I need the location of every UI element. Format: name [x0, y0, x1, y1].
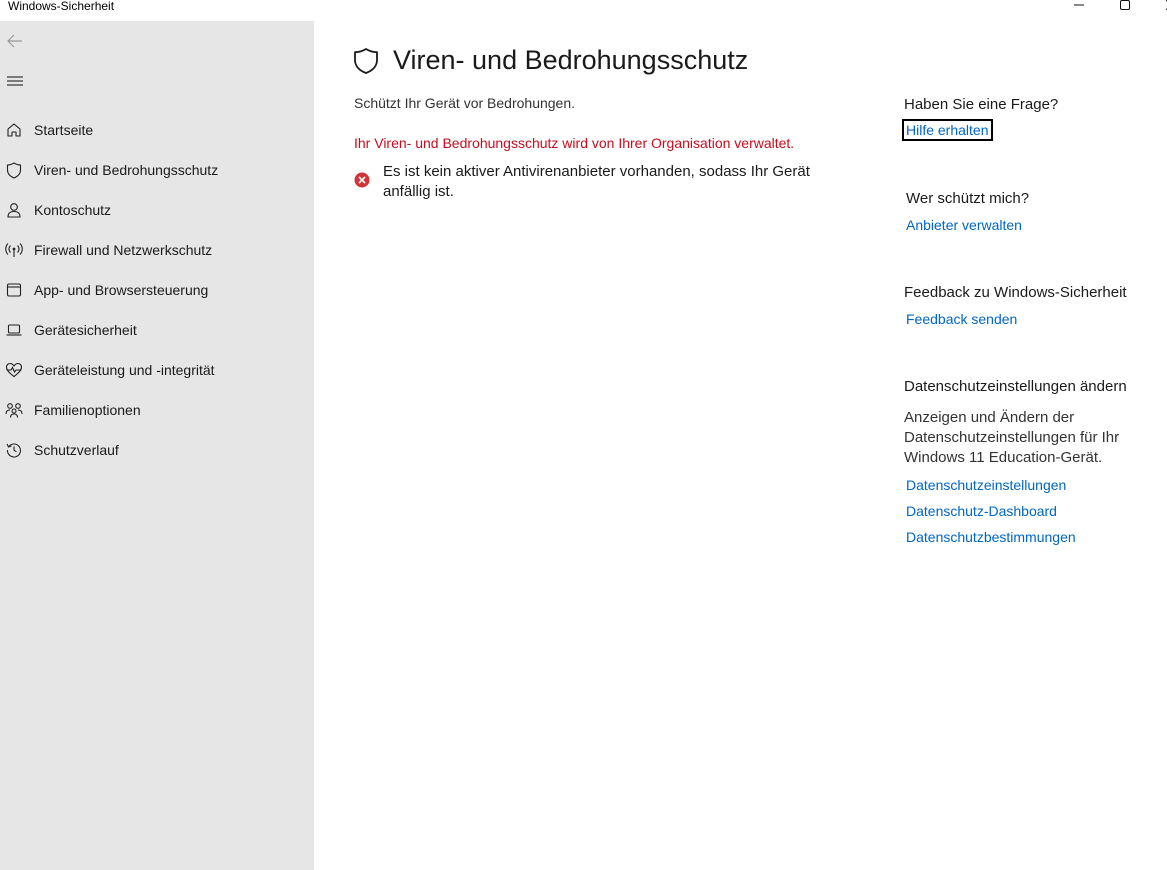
laptop-icon	[5, 321, 23, 339]
sidebar	[0, 21, 314, 870]
who-protects-heading: Wer schützt mich?	[906, 190, 1030, 207]
sidebar-item-label: Viren- und Bedrohungsschutz	[34, 162, 219, 178]
person-icon	[5, 201, 23, 219]
privacy-heading: Datenschutzeinstellungen ändern	[904, 378, 1127, 395]
hamburger-icon	[7, 75, 23, 87]
back-button[interactable]	[4, 30, 26, 52]
privacy-dashboard-link[interactable]: Datenschutz-Dashboard	[906, 503, 1057, 519]
org-managed-notice: Ihr Viren- und Bedrohungsschutz wird von Ihrer Organisation verwaltet.	[354, 135, 795, 151]
minimize-icon	[1074, 0, 1084, 10]
sidebar-item-label: Geräteleistung und -integrität	[34, 362, 215, 378]
title-bar	[0, 0, 1167, 21]
maximize-icon	[1120, 0, 1130, 10]
hamburger-menu-button[interactable]	[4, 70, 26, 92]
minimize-button[interactable]	[1056, 0, 1102, 16]
page-subtitle: Schützt Ihr Gerät vor Bedrohungen.	[354, 95, 576, 111]
sidebar-item-label: Familienoptionen	[34, 402, 141, 418]
sidebar-item-familienoptionen[interactable]	[0, 390, 314, 430]
sidebar-item-viren[interactable]	[0, 150, 314, 190]
home-icon	[5, 121, 23, 139]
privacy-description: Anzeigen und Ändern der Datenschutzeinstellungen für Ihr Windows 11 Education-Gerät.	[904, 409, 1120, 466]
feedback-heading: Feedback zu Windows-Sicherheit	[904, 284, 1127, 301]
maximize-button[interactable]	[1102, 0, 1148, 16]
shield-icon	[353, 47, 379, 75]
sidebar-nav	[0, 110, 314, 470]
family-icon	[5, 401, 23, 419]
sidebar-item-schutzverlauf[interactable]	[0, 430, 314, 470]
main-content	[314, 21, 1167, 870]
sidebar-item-geraetesicherheit[interactable]	[0, 310, 314, 350]
page-title: Viren- und Bedrohungsschutz	[393, 45, 749, 75]
privacy-statement-link[interactable]: Datenschutzbestimmungen	[906, 529, 1076, 545]
help-link[interactable]: Hilfe erhalten	[906, 122, 989, 138]
sidebar-item-firewall[interactable]	[0, 230, 314, 270]
manage-providers-link[interactable]: Anbieter verwalten	[906, 217, 1022, 233]
close-button[interactable]	[1148, 0, 1167, 16]
sidebar-item-geraeteleistung[interactable]	[0, 350, 314, 390]
antenna-icon	[5, 241, 23, 259]
sidebar-item-app-browser[interactable]	[0, 270, 314, 310]
app-window-icon	[5, 281, 23, 299]
no-antivirus-alert: Es ist kein aktiver Antivirenanbieter vorhanden, sodass Ihr Gerät anfällig ist.	[383, 163, 810, 200]
sidebar-item-label: Startseite	[34, 122, 94, 138]
sidebar-item-kontoschutz[interactable]	[0, 190, 314, 230]
sidebar-item-label: Firewall und Netzwerkschutz	[34, 242, 213, 258]
send-feedback-link[interactable]: Feedback senden	[906, 311, 1018, 327]
sidebar-item-label: Kontoschutz	[34, 202, 112, 218]
back-arrow-icon	[7, 34, 23, 48]
privacy-settings-link[interactable]: Datenschutzeinstellungen	[906, 477, 1067, 493]
heart-pulse-icon	[5, 361, 23, 379]
sidebar-item-startseite[interactable]	[0, 110, 314, 150]
window-title: Windows-Sicherheit	[8, 0, 115, 13]
error-icon	[354, 172, 370, 188]
shield-icon	[5, 161, 23, 179]
history-icon	[5, 441, 23, 459]
sidebar-item-label: Gerätesicherheit	[34, 322, 137, 338]
sidebar-item-label: App- und Browsersteuerung	[34, 282, 209, 298]
question-heading: Haben Sie eine Frage?	[904, 96, 1059, 113]
sidebar-item-label: Schutzverlauf	[34, 442, 119, 458]
